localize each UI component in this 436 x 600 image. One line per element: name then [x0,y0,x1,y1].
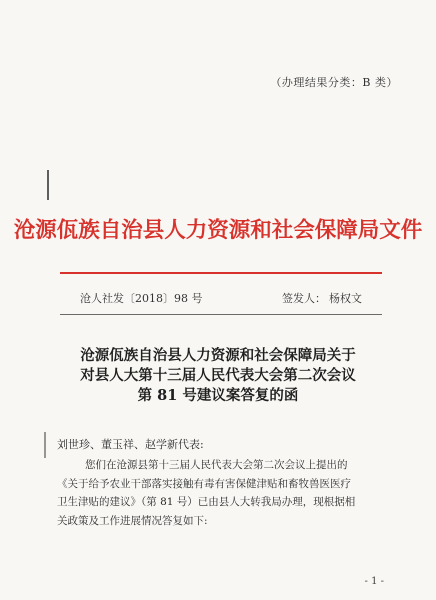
header-red-rule [60,272,382,274]
title-line: 第 81 号建议案答复的函 [137,387,299,404]
body-line: 卫生津贴的建议》（第 81 号）已由县人大转我局办理，现根据相 [57,496,356,508]
body-line: 《关于给予农业干部落实接触有毒有害保健津贴和畜牧兽医医疗 [57,477,351,490]
recipients-salutation: 刘世珍、董玉祥、赵学新代表: [57,438,204,451]
body-paragraph [57,456,387,530]
result-classification: （办理结果分类：B 类） [270,76,398,89]
document-number: 沧人社发〔2018〕98 号 [80,292,203,305]
org-header-title: 沧源佤族自治县人力资源和社会保障局文件 [13,218,423,243]
signer-name: 杨权文 [329,292,362,305]
title-line: 对县人大第十三届人民代表大会第二次会议 [80,367,356,384]
page-number: - 1 - [364,576,384,587]
title-line: 沧源佤族自治县人力资源和社会保障局关于 [80,347,356,364]
body-line: 关政策及工作进展情况答复如下: [57,514,208,527]
margin-mark [47,170,49,200]
signer [282,290,362,306]
body-line: 您们在沧源县第十三届人民代表大会第二次会议上提出的 [85,459,348,471]
margin-mark [44,432,46,458]
signer-label: 签发人： [282,292,326,305]
document-title [0,346,436,406]
header-divider [60,314,382,315]
